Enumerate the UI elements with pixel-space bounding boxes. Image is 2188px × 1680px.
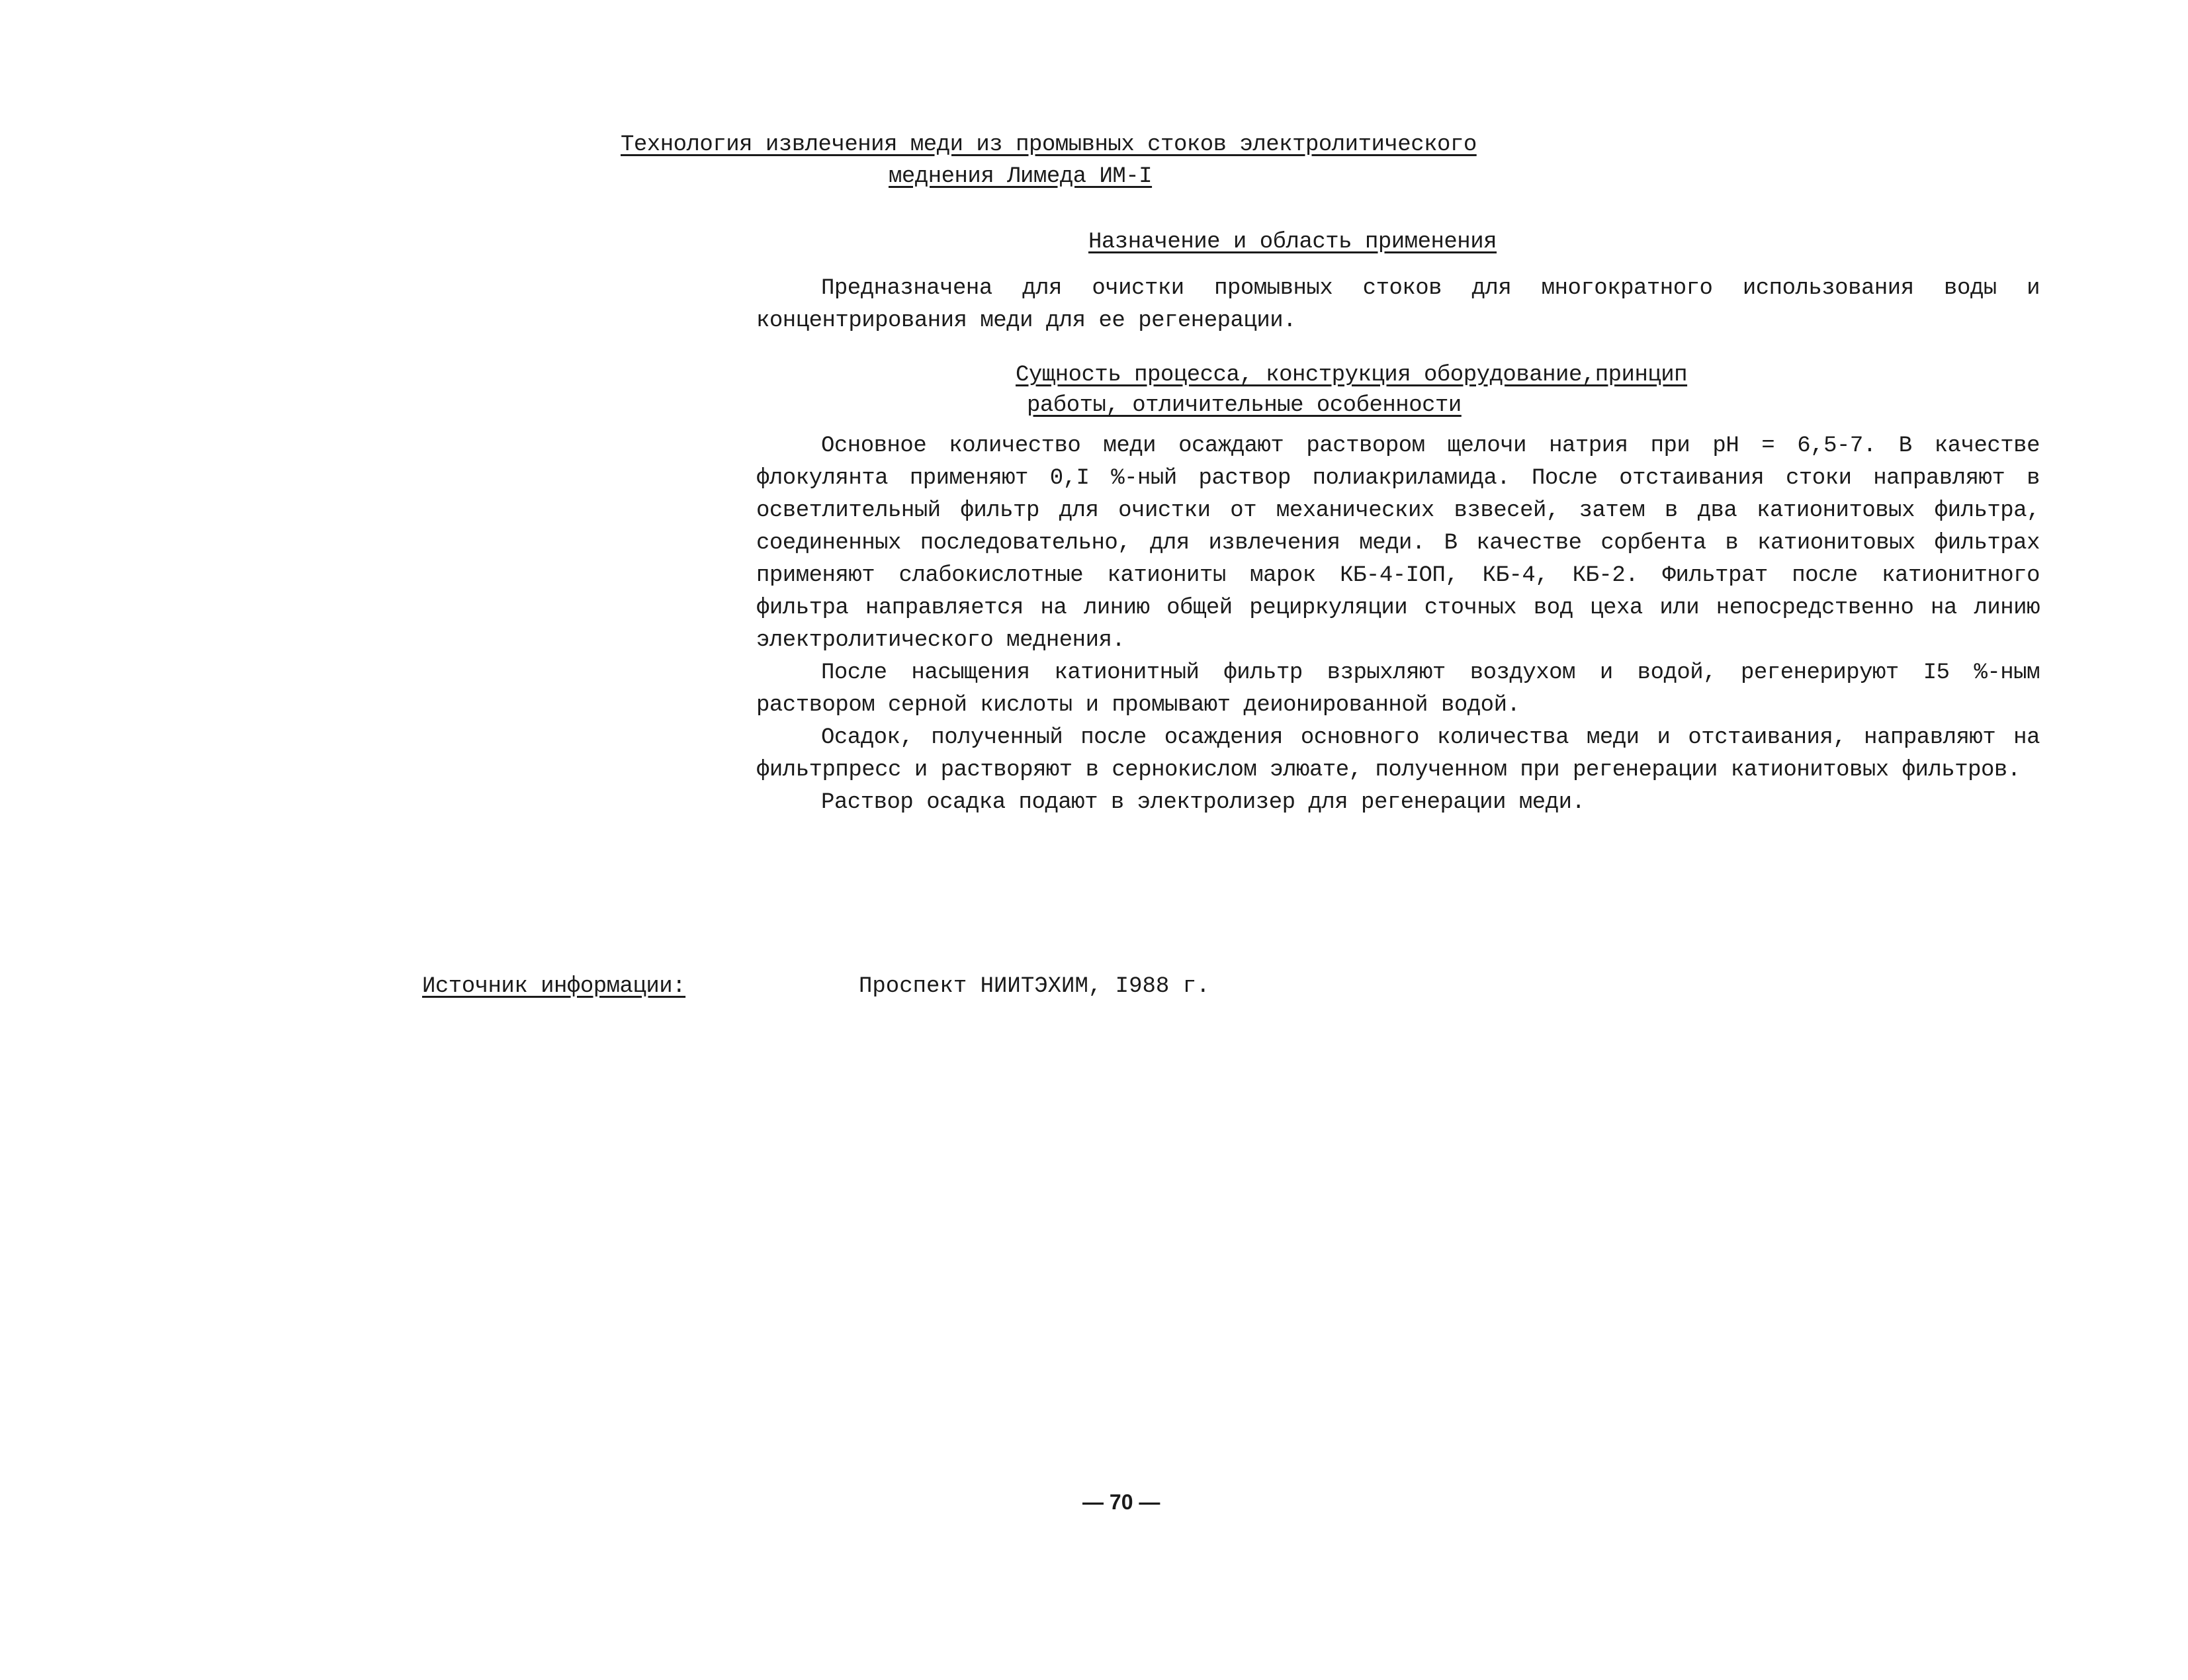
section-body-essence bbox=[756, 430, 2040, 819]
section-body-purpose bbox=[756, 273, 2040, 337]
section-heading-essence-line-1: Сущность процесса, конструкция оборудование,принцип bbox=[1016, 363, 1688, 388]
source-value: Проспект НИИТЭХИМ, I988 г. bbox=[859, 974, 1210, 999]
document-title-line-2: меднения Лимеда ИМ-I bbox=[889, 164, 1153, 189]
document-title-line-1: Технология извлечения меди из промывных стоков электролитического bbox=[621, 132, 1477, 157]
section-heading-essence-line-2: работы, отличительные особенности bbox=[1027, 393, 1462, 418]
paragraph: Раствор осадка подают в электролизер для регенерации меди. bbox=[821, 790, 1585, 815]
section-heading-purpose: Назначение и область применения bbox=[1088, 230, 1497, 255]
paragraph: Основное количество меди осаждают раствором щелочи натрия при pH = 6,5-7. В качестве флокулянта применяют 0,I %-ный раствор полиакриламида. После отстаивания стоки направляют в осветлительный фильтр для очистки от механических взвесей, затем в два катионитовых фильтра, соединенных последовательно, для извлечения меди. В качестве сорбента в катионитовых фильтрах применяют слабокислотные катиониты марок КБ-4-IОП, КБ-4, КБ-2. Фильтрат после катионитного фильтра направляется на линию общей рециркуляции сточных вод цеха или непосредственно на линию электролитического меднения. bbox=[756, 433, 2040, 653]
paragraph: Предназначена для очистки промывных стоков для многократного использования воды и концентрирования меди для ее регенерации. bbox=[756, 276, 2040, 333]
page-number: — 70 — bbox=[1082, 1490, 1160, 1514]
paragraph: После насыщения катионитный фильтр взрыхляют воздухом и водой, регенерируют I5 %-ным раствором серной кислоты и промывают деионированной водой. bbox=[756, 660, 2040, 718]
source-label: Источник информации: bbox=[422, 974, 686, 999]
paragraph: Осадок, полученный после осаждения основного количества меди и отстаивания, направляют на фильтрпресс и растворяют в сернокислом элюате, полученном при регенерации катионитовых фильтров. bbox=[756, 725, 2040, 783]
